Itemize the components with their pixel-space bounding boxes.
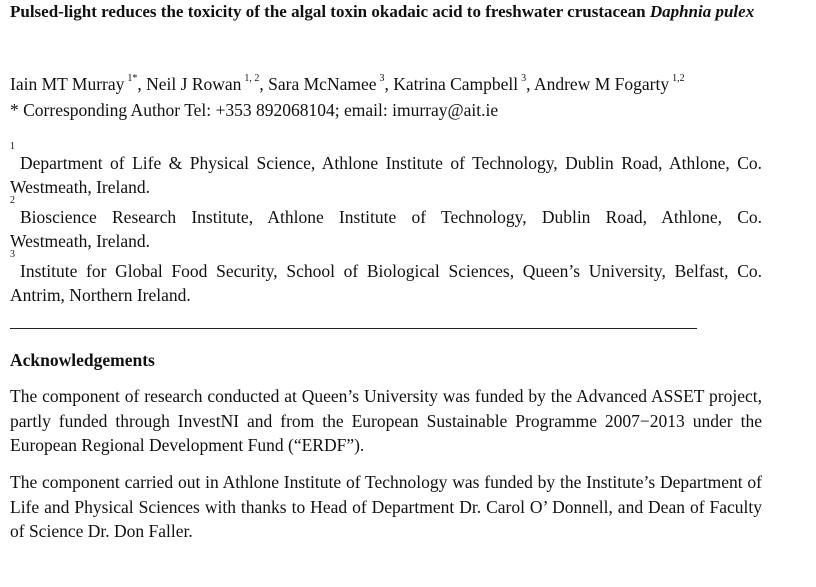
- acknowledgements-heading: Acknowledgements: [10, 350, 155, 370]
- affiliation-line: Westmeath, Ireland.: [10, 177, 150, 197]
- author-affiliation-sup: 1, 2: [244, 73, 260, 84]
- author-name: Iain MT Murray: [10, 74, 125, 94]
- affiliation-marker: 1: [10, 141, 15, 152]
- paper-page: [10, 0, 764, 541]
- section-divider: [10, 328, 697, 329]
- affiliation-line: Bioscience Research Institute, Athlone Institute of Technology, Dublin Road, Athlone, Co.: [20, 207, 762, 227]
- author-affiliation-sup: 1*: [127, 73, 138, 84]
- author-list: [10, 72, 685, 100]
- affiliation-marker: 3: [10, 249, 15, 260]
- author-affiliation-sup: 3: [521, 73, 527, 84]
- title-species: Daphnia pulex: [649, 2, 755, 21]
- author-name: , Andrew M Fogarty: [526, 74, 670, 94]
- corresponding-author: * Corresponding Author Tel: +353 892068104; email: imurray@ait.ie: [10, 100, 499, 120]
- affiliation-1: [10, 141, 762, 199]
- author-name: , Neil J Rowan: [137, 74, 242, 94]
- affiliation-2: [10, 195, 762, 253]
- author-affiliation-sup: 1,2: [672, 73, 685, 84]
- affiliation-line: Department of Life & Physical Science, Athlone Institute of Technology, Dublin Road, Athlone, Co.: [20, 153, 762, 173]
- affiliation-line: Antrim, Northern Ireland.: [10, 285, 191, 305]
- affiliation-marker: 2: [10, 195, 15, 206]
- title-main: Pulsed-light reduces the toxicity of the algal toxin okadaic acid to freshwater crustacean: [10, 2, 646, 21]
- acknowledgements-paragraph: The component carried out in Athlone Institute of Technology was funded by the Institute’s Department of Life and Physical Sciences with thanks to Head of Department Dr. Carol O’ Donnell, and Dean of Faculty of Science Dr. Don Faller.: [10, 472, 762, 541]
- affiliation-line: Institute for Global Food Security, School of Biological Sciences, Queen’s University, Belfast, Co.: [20, 261, 762, 281]
- acknowledgements-paragraph: The component of research conducted at Queen’s University was funded by the Advanced ASSET project, partly funded through InvestNI and from the European Sustainable Programme 2007−2013 under the European Regional Development Fund (“ERDF”).: [10, 386, 762, 455]
- author-affiliation-sup: 3: [379, 73, 385, 84]
- paper-title: [10, 0, 764, 23]
- affiliation-3: [10, 249, 762, 307]
- author-name: , Sara McNamee: [259, 74, 377, 94]
- affiliation-line: Westmeath, Ireland.: [10, 231, 150, 251]
- author-name: , Katrina Campbell: [384, 74, 519, 94]
